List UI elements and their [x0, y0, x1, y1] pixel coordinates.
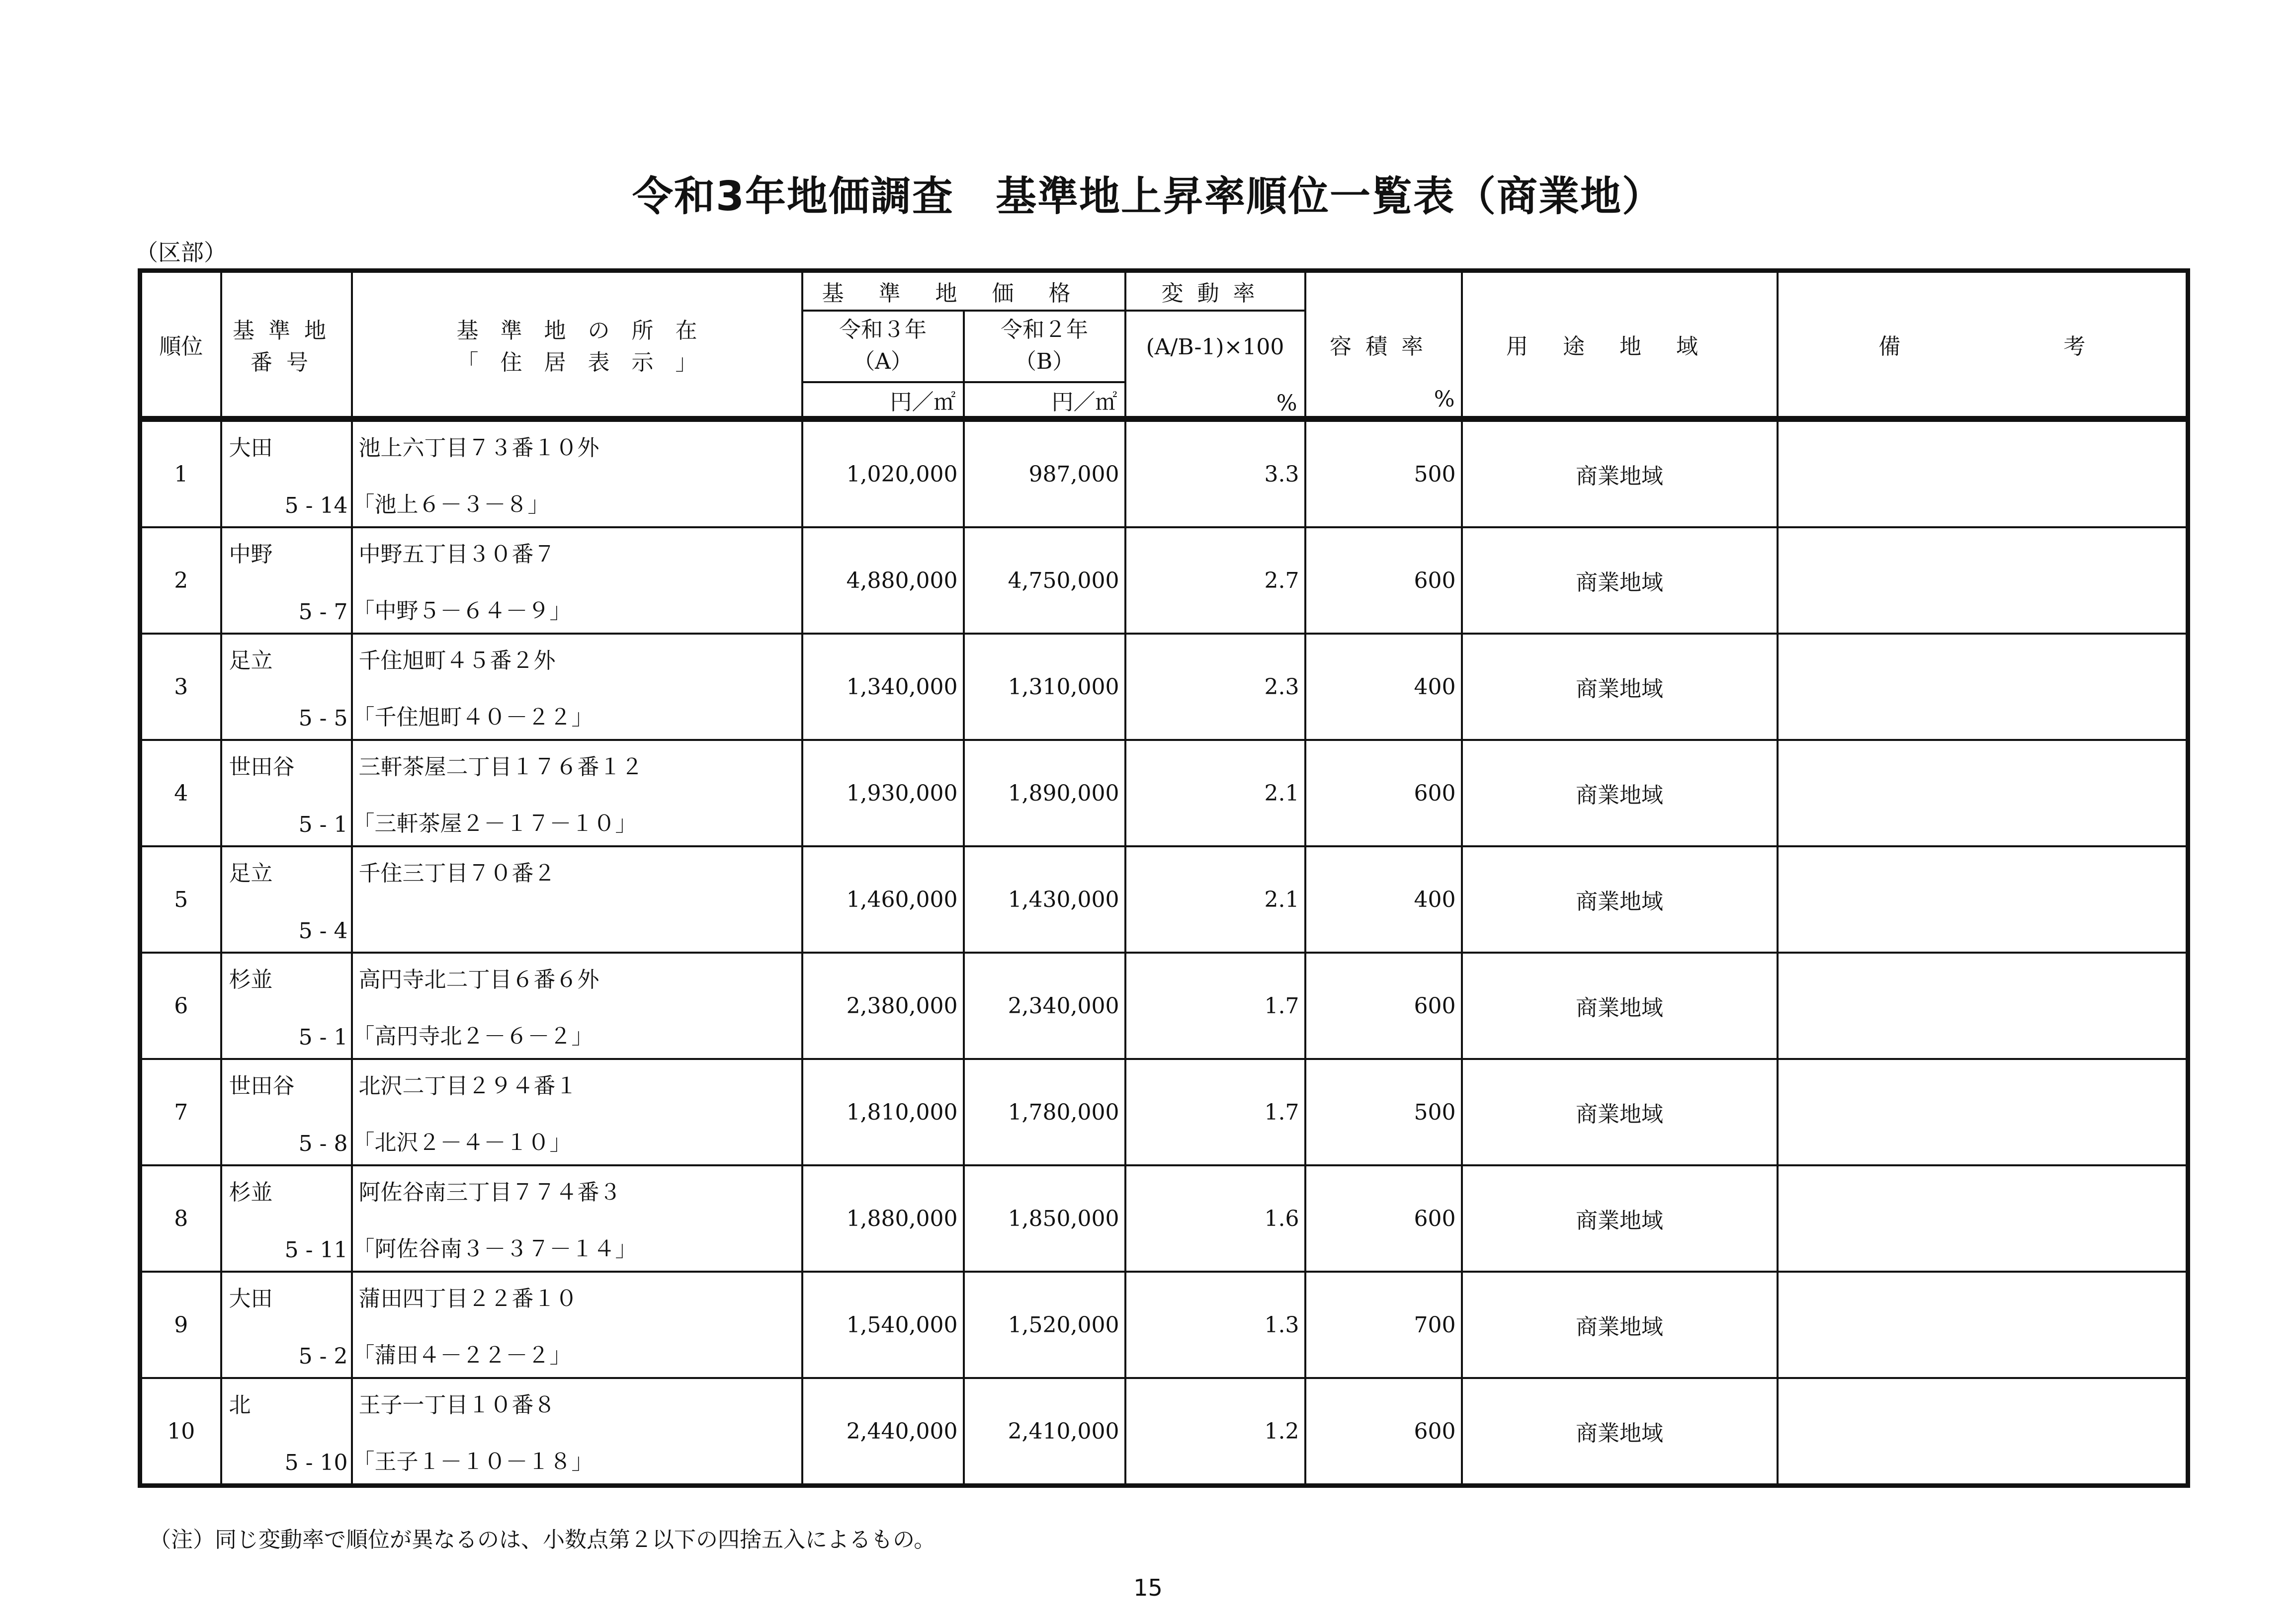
- location-lot: 池上六丁目７３番１０外: [358, 435, 599, 461]
- header-code-line2: 番号: [251, 350, 322, 375]
- header-change-formula: (A/B-1)×100: [1125, 311, 1305, 382]
- rank-cell: 5: [140, 846, 221, 953]
- price-a-cell: 1,540,000: [802, 1272, 964, 1378]
- table-row: [140, 419, 2188, 527]
- price-a-cell: 1,460,000: [802, 846, 964, 953]
- site-code: 5 - 14: [284, 493, 348, 518]
- code-cell: [221, 1378, 352, 1486]
- location-cell: [352, 740, 802, 846]
- far-cell: 500: [1305, 1059, 1462, 1165]
- change-cell: 3.3: [1125, 419, 1305, 527]
- code-cell: [221, 846, 352, 953]
- location-cell: [352, 634, 802, 740]
- rank-cell: 9: [140, 1272, 221, 1378]
- remarks-cell: [1778, 846, 2188, 953]
- change-cell: 2.1: [1125, 740, 1305, 846]
- price-a-cell: 1,810,000: [802, 1059, 964, 1165]
- header-row-1: [140, 271, 2188, 311]
- zone-cell: 商業地域: [1462, 634, 1778, 740]
- header-price-b-unit: 円／㎡: [964, 382, 1125, 419]
- district-label: （区部）: [135, 239, 227, 266]
- location-address: 「千住旭町４０－２２」: [352, 705, 594, 730]
- location-lot: 北沢二丁目２９４番１: [358, 1073, 578, 1099]
- price-b-cell: 1,310,000: [964, 634, 1125, 740]
- change-cell: 2.1: [1125, 846, 1305, 953]
- location-cell: [352, 1378, 802, 1486]
- price-a-cell: 2,380,000: [802, 953, 964, 1059]
- code-cell: [221, 419, 352, 527]
- far-cell: 600: [1305, 1165, 1462, 1272]
- price-b-cell: 987,000: [964, 419, 1125, 527]
- far-cell: 700: [1305, 1272, 1462, 1378]
- rank-cell: 4: [140, 740, 221, 846]
- change-cell: 2.7: [1125, 527, 1305, 634]
- zone-cell: 商業地域: [1462, 419, 1778, 527]
- header-remarks: [1778, 271, 2188, 419]
- ward-name: 杉並: [229, 1180, 273, 1205]
- price-a-cell: 2,440,000: [802, 1378, 964, 1486]
- remarks-cell: [1778, 1059, 2188, 1165]
- ward-name: 足立: [229, 861, 273, 886]
- rank-cell: 2: [140, 527, 221, 634]
- zone-cell: 商業地域: [1462, 740, 1778, 846]
- location-cell: [352, 953, 802, 1059]
- site-code: 5 - 2: [298, 1344, 348, 1369]
- far-cell: 600: [1305, 527, 1462, 634]
- code-cell: [221, 1059, 352, 1165]
- table-row: [140, 1059, 2188, 1165]
- price-a-cell: 1,020,000: [802, 419, 964, 527]
- far-cell: 600: [1305, 953, 1462, 1059]
- header-location: [352, 271, 802, 419]
- remarks-cell: [1778, 1272, 2188, 1378]
- header-code: [221, 271, 352, 419]
- site-code: 5 - 8: [298, 1131, 348, 1156]
- remarks-cell: [1778, 740, 2188, 846]
- remarks-cell: [1778, 953, 2188, 1059]
- code-cell: [221, 527, 352, 634]
- ward-name: 大田: [229, 1286, 273, 1311]
- zone-cell: 商業地域: [1462, 1378, 1778, 1486]
- header-change-unit: %: [1125, 382, 1305, 419]
- change-cell: 1.7: [1125, 1059, 1305, 1165]
- zone-cell: 商業地域: [1462, 953, 1778, 1059]
- table-row: [140, 634, 2188, 740]
- header-price-a: [802, 311, 964, 382]
- header-rank: 順位: [140, 271, 221, 419]
- location-address: 「阿佐谷南３－３７－１４」: [352, 1236, 637, 1262]
- change-cell: 1.6: [1125, 1165, 1305, 1272]
- location-cell: [352, 1059, 802, 1165]
- location-lot: 王子一丁目１０番８: [358, 1392, 556, 1418]
- table-row: [140, 1165, 2188, 1272]
- remarks-cell: [1778, 1165, 2188, 1272]
- ward-name: 世田谷: [229, 754, 295, 780]
- code-cell: [221, 634, 352, 740]
- location-lot: 三軒茶屋二丁目１７６番１２: [358, 754, 643, 780]
- zone-cell: 商業地域: [1462, 527, 1778, 634]
- far-cell: 500: [1305, 419, 1462, 527]
- price-b-cell: 2,410,000: [964, 1378, 1125, 1486]
- change-cell: 1.2: [1125, 1378, 1305, 1486]
- ward-name: 杉並: [229, 967, 273, 992]
- ranking-table: [138, 268, 2190, 1488]
- header-price-b-line2: （B）: [1014, 349, 1075, 374]
- header-price-group: 基準地価格: [802, 271, 1125, 311]
- table-row: [140, 740, 2188, 846]
- location-lot: 阿佐谷南三丁目７７４番３: [358, 1180, 621, 1205]
- rank-cell: 7: [140, 1059, 221, 1165]
- table-body: [140, 419, 2188, 1486]
- location-address: 「三軒茶屋２－１７－１０」: [352, 811, 637, 836]
- change-cell: 1.7: [1125, 953, 1305, 1059]
- price-b-cell: 4,750,000: [964, 527, 1125, 634]
- location-lot: 高円寺北二丁目６番６外: [358, 967, 599, 992]
- price-a-cell: 4,880,000: [802, 527, 964, 634]
- header-far-label: 容積率: [1330, 334, 1437, 359]
- header-price-b: [964, 311, 1125, 382]
- price-b-cell: 1,780,000: [964, 1059, 1125, 1165]
- location-address: 「池上６－３－８」: [352, 492, 550, 517]
- page-title: 令和3年地価調査 基準地上昇率順位一覧表（商業地）: [632, 173, 1664, 220]
- header-far: [1305, 271, 1462, 419]
- price-b-cell: 1,430,000: [964, 846, 1125, 953]
- remarks-cell: [1778, 1378, 2188, 1486]
- site-code: 5 - 7: [298, 599, 348, 625]
- location-cell: [352, 1272, 802, 1378]
- header-location-line1: 基 準 地 の 所 在: [456, 318, 697, 343]
- remarks-cell: [1778, 634, 2188, 740]
- location-cell: [352, 846, 802, 953]
- header-code-line1: 基準地: [233, 318, 340, 343]
- rank-cell: 8: [140, 1165, 221, 1272]
- header-change-group: 変動率: [1125, 271, 1305, 311]
- ward-name: 大田: [229, 435, 273, 461]
- ward-name: 北: [229, 1392, 251, 1418]
- far-cell: 400: [1305, 846, 1462, 953]
- change-cell: 1.3: [1125, 1272, 1305, 1378]
- table-row: [140, 1378, 2188, 1486]
- table-row: [140, 846, 2188, 953]
- location-address: 「蒲田４－２２－２」: [352, 1343, 572, 1368]
- price-a-cell: 1,930,000: [802, 740, 964, 846]
- price-a-cell: 1,880,000: [802, 1165, 964, 1272]
- far-cell: 600: [1305, 740, 1462, 846]
- ward-name: 中野: [229, 542, 273, 567]
- site-code: 5 - 1: [298, 1025, 348, 1050]
- site-code: 5 - 11: [284, 1237, 348, 1263]
- location-lot: 千住三丁目７０番２: [358, 861, 556, 886]
- far-cell: 400: [1305, 634, 1462, 740]
- rank-cell: 1: [140, 419, 221, 527]
- site-code: 5 - 1: [298, 812, 348, 837]
- change-cell: 2.3: [1125, 634, 1305, 740]
- location-cell: [352, 1165, 802, 1272]
- site-code: 5 - 4: [298, 918, 348, 944]
- location-address: 「中野５－６４－９」: [352, 598, 572, 624]
- ward-name: 世田谷: [229, 1073, 295, 1099]
- rank-cell: 6: [140, 953, 221, 1059]
- table-row: [140, 527, 2188, 634]
- header-price-a-unit: 円／㎡: [802, 382, 964, 419]
- location-lot: 蒲田四丁目２２番１０: [358, 1286, 578, 1311]
- location-lot: 千住旭町４５番２外: [358, 648, 556, 673]
- header-far-unit: %: [1434, 387, 1455, 412]
- page-number: 15: [1133, 1574, 1163, 1601]
- footnote: （注）同じ変動率で順位が異なるのは、小数点第２以下の四捨五入によるもの。: [149, 1527, 936, 1552]
- site-code: 5 - 5: [298, 706, 348, 731]
- location-address: 「高円寺北２－６－２」: [352, 1024, 594, 1049]
- ward-name: 足立: [229, 648, 273, 673]
- zone-cell: 商業地域: [1462, 846, 1778, 953]
- header-price-a-line1: 令和３年: [839, 317, 927, 342]
- header-remarks-2: 考: [2063, 334, 2086, 359]
- code-cell: [221, 953, 352, 1059]
- location-address: 「北沢２－４－１０」: [352, 1130, 572, 1155]
- price-b-cell: 1,890,000: [964, 740, 1125, 846]
- zone-cell: 商業地域: [1462, 1272, 1778, 1378]
- table-row: [140, 1272, 2188, 1378]
- location-cell: [352, 527, 802, 634]
- header-zone: 用途地域: [1462, 271, 1778, 419]
- header-location-line2: 「 住 居 表 示 」: [456, 350, 697, 375]
- rank-cell: 3: [140, 634, 221, 740]
- header-remarks-1: 備: [1878, 334, 1901, 359]
- remarks-cell: [1778, 527, 2188, 634]
- location-address: 「王子１－１０－１８」: [352, 1449, 594, 1474]
- header-price-b-line1: 令和２年: [1001, 317, 1088, 342]
- far-cell: 600: [1305, 1378, 1462, 1486]
- code-cell: [221, 1165, 352, 1272]
- rank-cell: 10: [140, 1378, 221, 1486]
- price-b-cell: 1,520,000: [964, 1272, 1125, 1378]
- location-lot: 中野五丁目３０番７: [358, 542, 556, 567]
- table-row: [140, 953, 2188, 1059]
- price-a-cell: 1,340,000: [802, 634, 964, 740]
- code-cell: [221, 1272, 352, 1378]
- header-price-a-line2: （A）: [853, 349, 913, 374]
- price-b-cell: 1,850,000: [964, 1165, 1125, 1272]
- site-code: 5 - 10: [284, 1450, 348, 1475]
- price-b-cell: 2,340,000: [964, 953, 1125, 1059]
- location-cell: [352, 419, 802, 527]
- code-cell: [221, 740, 352, 846]
- zone-cell: 商業地域: [1462, 1165, 1778, 1272]
- remarks-cell: [1778, 419, 2188, 527]
- zone-cell: 商業地域: [1462, 1059, 1778, 1165]
